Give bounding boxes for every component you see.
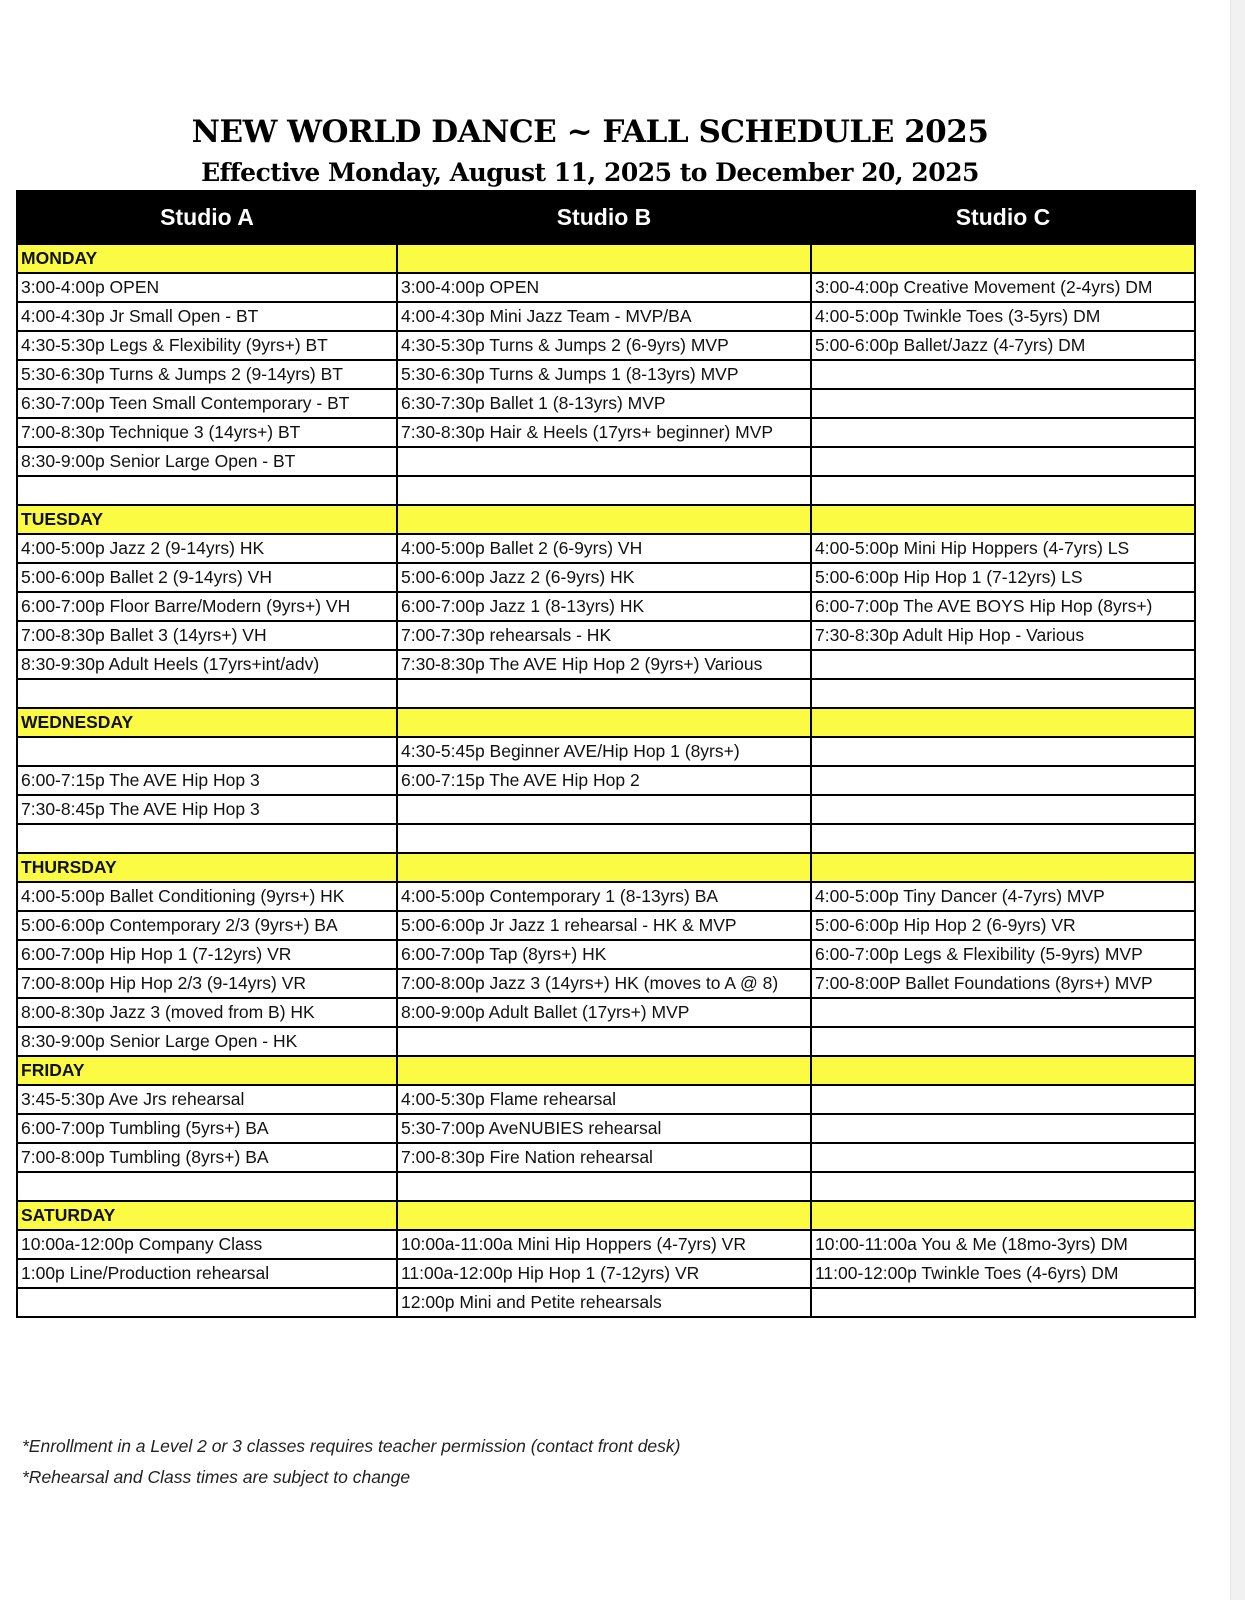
- studio-b-header: Studio B: [397, 191, 811, 244]
- studio-a-class-cell: 6:00-7:15p The AVE Hip Hop 3: [17, 766, 397, 795]
- studio-c-class-cell: [811, 360, 1195, 389]
- studio-b-class-cell: 8:00-9:00p Adult Ballet (17yrs+) MVP: [397, 998, 811, 1027]
- studio-a-class-cell: 6:00-7:00p Tumbling (5yrs+) BA: [17, 1114, 397, 1143]
- studio-a-class-cell: 7:00-8:30p Technique 3 (14yrs+) BT: [17, 418, 397, 447]
- studio-a-class-cell: 6:00-7:00p Hip Hop 1 (7-12yrs) VR: [17, 940, 397, 969]
- studio-a-class-cell: 3:00-4:00p OPEN: [17, 273, 397, 302]
- studio-b-class-cell: 5:30-6:30p Turns & Jumps 1 (8-13yrs) MVP: [397, 360, 811, 389]
- class-row: [17, 679, 1195, 708]
- class-row: [17, 592, 1195, 621]
- class-row: [17, 302, 1195, 331]
- day-header-cell: [397, 853, 811, 882]
- studio-b-class-cell: 3:00-4:00p OPEN: [397, 273, 811, 302]
- class-row: [17, 563, 1195, 592]
- studio-c-class-cell: [811, 679, 1195, 708]
- studio-b-class-cell: 11:00a-12:00p Hip Hop 1 (7-12yrs) VR: [397, 1259, 811, 1288]
- studio-c-class-cell: [811, 1085, 1195, 1114]
- studio-b-class-cell: [397, 447, 811, 476]
- studio-b-class-cell: 4:30-5:45p Beginner AVE/Hip Hop 1 (8yrs+): [397, 737, 811, 766]
- studio-a-class-cell: [17, 476, 397, 505]
- class-row: [17, 998, 1195, 1027]
- studio-c-class-cell: [811, 737, 1195, 766]
- class-row: [17, 331, 1195, 360]
- studio-c-class-cell: [811, 766, 1195, 795]
- studio-c-class-cell: 5:00-6:00p Ballet/Jazz (4-7yrs) DM: [811, 331, 1195, 360]
- studio-c-class-cell: 5:00-6:00p Hip Hop 2 (6-9yrs) VR: [811, 911, 1195, 940]
- class-row: [17, 1085, 1195, 1114]
- day-label: SATURDAY: [17, 1201, 397, 1230]
- studio-c-class-cell: [811, 389, 1195, 418]
- day-header-cell: [811, 505, 1195, 534]
- studio-c-class-cell: 7:00-8:00P Ballet Foundations (8yrs+) MVP: [811, 969, 1195, 998]
- class-row: [17, 882, 1195, 911]
- studio-a-class-cell: 4:00-4:30p Jr Small Open - BT: [17, 302, 397, 331]
- studio-a-class-cell: [17, 737, 397, 766]
- studio-b-class-cell: [397, 1172, 811, 1201]
- day-header-cell: [811, 244, 1195, 273]
- day-header-cell: [397, 505, 811, 534]
- studio-b-class-cell: 12:00p Mini and Petite rehearsals: [397, 1288, 811, 1317]
- studio-a-class-cell: 8:30-9:30p Adult Heels (17yrs+int/adv): [17, 650, 397, 679]
- studio-a-class-cell: 3:45-5:30p Ave Jrs rehearsal: [17, 1085, 397, 1114]
- class-row: [17, 621, 1195, 650]
- studio-a-class-cell: 10:00a-12:00p Company Class: [17, 1230, 397, 1259]
- page-title: NEW WORLD DANCE ~ FALL SCHEDULE 2025: [191, 114, 989, 150]
- class-row: [17, 1259, 1195, 1288]
- studio-b-class-cell: 4:00-5:30p Flame rehearsal: [397, 1085, 811, 1114]
- day-header-row: [17, 1201, 1195, 1230]
- studio-c-class-cell: [811, 1114, 1195, 1143]
- studio-b-class-cell: 5:00-6:00p Jazz 2 (6-9yrs) HK: [397, 563, 811, 592]
- schedule-body: [17, 244, 1195, 1317]
- class-row: [17, 766, 1195, 795]
- class-row: [17, 824, 1195, 853]
- studio-c-class-cell: [811, 1288, 1195, 1317]
- studio-b-class-cell: 6:00-7:15p The AVE Hip Hop 2: [397, 766, 811, 795]
- day-header-row: [17, 708, 1195, 737]
- enrollment-note: *Enrollment in a Level 2 or 3 classes requires teacher permission (contact front desk): [22, 1436, 681, 1456]
- day-header-cell: [811, 1056, 1195, 1085]
- studio-b-class-cell: 6:00-7:00p Jazz 1 (8-13yrs) HK: [397, 592, 811, 621]
- studio-c-class-cell: 11:00-12:00p Twinkle Toes (4-6yrs) DM: [811, 1259, 1195, 1288]
- studio-a-class-cell: 4:00-5:00p Ballet Conditioning (9yrs+) HK: [17, 882, 397, 911]
- studio-c-class-cell: 4:00-5:00p Tiny Dancer (4-7yrs) MVP: [811, 882, 1195, 911]
- studio-b-class-cell: 4:00-5:00p Contemporary 1 (8-13yrs) BA: [397, 882, 811, 911]
- studio-a-class-cell: [17, 824, 397, 853]
- studio-a-class-cell: 8:30-9:00p Senior Large Open - HK: [17, 1027, 397, 1056]
- class-row: [17, 389, 1195, 418]
- studio-c-class-cell: [811, 1172, 1195, 1201]
- studio-c-class-cell: 4:00-5:00p Mini Hip Hoppers (4-7yrs) LS: [811, 534, 1195, 563]
- studio-c-class-cell: [811, 998, 1195, 1027]
- class-row: [17, 418, 1195, 447]
- day-label: FRIDAY: [17, 1056, 397, 1085]
- class-row: [17, 476, 1195, 505]
- studio-c-class-cell: 6:00-7:00p The AVE BOYS Hip Hop (8yrs+): [811, 592, 1195, 621]
- studio-a-class-cell: 5:00-6:00p Ballet 2 (9-14yrs) VH: [17, 563, 397, 592]
- class-row: [17, 447, 1195, 476]
- studio-a-class-cell: 6:00-7:00p Floor Barre/Modern (9yrs+) VH: [17, 592, 397, 621]
- class-row: [17, 1114, 1195, 1143]
- studio-a-class-cell: 4:00-5:00p Jazz 2 (9-14yrs) HK: [17, 534, 397, 563]
- studio-b-class-cell: 10:00a-11:00a Mini Hip Hoppers (4-7yrs) VR: [397, 1230, 811, 1259]
- studio-a-header: Studio A: [17, 191, 397, 244]
- studio-a-class-cell: 1:00p Line/Production rehearsal: [17, 1259, 397, 1288]
- day-header-cell: [811, 853, 1195, 882]
- studio-b-class-cell: [397, 795, 811, 824]
- studio-b-class-cell: 6:00-7:00p Tap (8yrs+) HK: [397, 940, 811, 969]
- schedule-table: [16, 190, 1196, 1318]
- day-header-cell: [397, 708, 811, 737]
- studio-a-class-cell: 5:00-6:00p Contemporary 2/3 (9yrs+) BA: [17, 911, 397, 940]
- class-row: [17, 1172, 1195, 1201]
- day-header-cell: [397, 1056, 811, 1085]
- studio-b-class-cell: [397, 824, 811, 853]
- studio-c-class-cell: 4:00-5:00p Twinkle Toes (3-5yrs) DM: [811, 302, 1195, 331]
- studio-a-class-cell: 6:30-7:00p Teen Small Contemporary - BT: [17, 389, 397, 418]
- studio-a-class-cell: 7:30-8:45p The AVE Hip Hop 3: [17, 795, 397, 824]
- class-row: [17, 273, 1195, 302]
- studio-c-class-cell: [811, 447, 1195, 476]
- class-row: [17, 969, 1195, 998]
- studio-a-class-cell: 4:30-5:30p Legs & Flexibility (9yrs+) BT: [17, 331, 397, 360]
- studio-a-class-cell: 8:00-8:30p Jazz 3 (moved from B) HK: [17, 998, 397, 1027]
- studio-c-class-cell: [811, 1143, 1195, 1172]
- studio-c-class-cell: [811, 795, 1195, 824]
- class-row: [17, 940, 1195, 969]
- studio-c-header: Studio C: [811, 191, 1195, 244]
- class-row: [17, 1288, 1195, 1317]
- day-header-cell: [811, 708, 1195, 737]
- studio-b-class-cell: 7:00-8:30p Fire Nation rehearsal: [397, 1143, 811, 1172]
- studio-b-class-cell: 7:00-7:30p rehearsals - HK: [397, 621, 811, 650]
- studio-c-class-cell: [811, 824, 1195, 853]
- schedule-change-note: *Rehearsal and Class times are subject to change: [22, 1467, 411, 1487]
- day-label: TUESDAY: [17, 505, 397, 534]
- day-label: WEDNESDAY: [17, 708, 397, 737]
- day-header-cell: [397, 1201, 811, 1230]
- studio-b-class-cell: [397, 679, 811, 708]
- studio-b-class-cell: 4:00-4:30p Mini Jazz Team - MVP/BA: [397, 302, 811, 331]
- studio-b-class-cell: 5:30-7:00p AveNUBIES rehearsal: [397, 1114, 811, 1143]
- class-row: [17, 650, 1195, 679]
- studio-b-class-cell: 6:30-7:30p Ballet 1 (8-13yrs) MVP: [397, 389, 811, 418]
- studio-a-class-cell: 8:30-9:00p Senior Large Open - BT: [17, 447, 397, 476]
- page-subtitle: Effective Monday, August 11, 2025 to December 20, 2025: [201, 158, 979, 187]
- day-label: MONDAY: [17, 244, 397, 273]
- day-header-row: [17, 244, 1195, 273]
- studio-c-class-cell: [811, 650, 1195, 679]
- studio-a-class-cell: 7:00-8:00p Hip Hop 2/3 (9-14yrs) VR: [17, 969, 397, 998]
- class-row: [17, 1230, 1195, 1259]
- studio-b-class-cell: 5:00-6:00p Jr Jazz 1 rehearsal - HK & MVP: [397, 911, 811, 940]
- studio-a-class-cell: 7:00-8:00p Tumbling (8yrs+) BA: [17, 1143, 397, 1172]
- studio-a-class-cell: [17, 1288, 397, 1317]
- class-row: [17, 1143, 1195, 1172]
- class-row: [17, 737, 1195, 766]
- studio-a-class-cell: [17, 1172, 397, 1201]
- studio-a-class-cell: 7:00-8:30p Ballet 3 (14yrs+) VH: [17, 621, 397, 650]
- page-edge: [1230, 0, 1245, 1600]
- studio-c-class-cell: 7:30-8:30p Adult Hip Hop - Various: [811, 621, 1195, 650]
- studio-c-class-cell: 6:00-7:00p Legs & Flexibility (5-9yrs) MVP: [811, 940, 1195, 969]
- day-header-row: [17, 1056, 1195, 1085]
- day-label: THURSDAY: [17, 853, 397, 882]
- studio-c-class-cell: 10:00-11:00a You & Me (18mo-3yrs) DM: [811, 1230, 1195, 1259]
- studio-b-class-cell: 4:30-5:30p Turns & Jumps 2 (6-9yrs) MVP: [397, 331, 811, 360]
- class-row: [17, 534, 1195, 563]
- class-row: [17, 795, 1195, 824]
- class-row: [17, 360, 1195, 389]
- day-header-cell: [811, 1201, 1195, 1230]
- studio-c-class-cell: [811, 1027, 1195, 1056]
- studio-c-class-cell: [811, 476, 1195, 505]
- studio-b-class-cell: 7:30-8:30p The AVE Hip Hop 2 (9yrs+) Various: [397, 650, 811, 679]
- studio-a-class-cell: 5:30-6:30p Turns & Jumps 2 (9-14yrs) BT: [17, 360, 397, 389]
- studio-header-row: [17, 191, 1195, 244]
- studio-c-class-cell: 5:00-6:00p Hip Hop 1 (7-12yrs) LS: [811, 563, 1195, 592]
- studio-c-class-cell: [811, 418, 1195, 447]
- day-header-row: [17, 505, 1195, 534]
- studio-b-class-cell: [397, 476, 811, 505]
- day-header-row: [17, 853, 1195, 882]
- studio-a-class-cell: [17, 679, 397, 708]
- day-header-cell: [397, 244, 811, 273]
- studio-c-class-cell: 3:00-4:00p Creative Movement (2-4yrs) DM: [811, 273, 1195, 302]
- class-row: [17, 1027, 1195, 1056]
- studio-b-class-cell: 7:30-8:30p Hair & Heels (17yrs+ beginner) MVP: [397, 418, 811, 447]
- studio-b-class-cell: [397, 1027, 811, 1056]
- class-row: [17, 911, 1195, 940]
- studio-b-class-cell: 7:00-8:00p Jazz 3 (14yrs+) HK (moves to A @ 8): [397, 969, 811, 998]
- studio-b-class-cell: 4:00-5:00p Ballet 2 (6-9yrs) VH: [397, 534, 811, 563]
